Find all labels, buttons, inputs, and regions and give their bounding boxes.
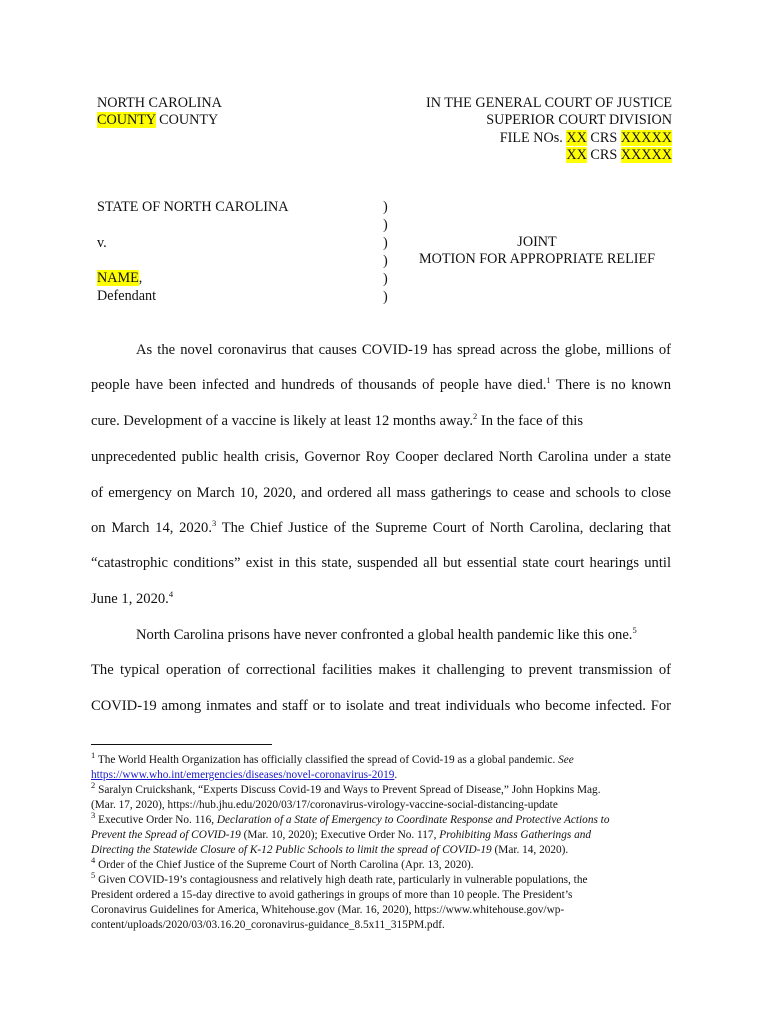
body-line xyxy=(91,377,671,394)
motion-title-text: MOTION FOR APPROPRIATE RELIEF xyxy=(418,251,656,267)
footnote-italic: Prevent the Spread of COVID-19 xyxy=(91,829,241,841)
footnote-ref[interactable]: 3 xyxy=(211,518,217,529)
footnote-text: (Mar. 10, 2020); Executive Order No. 117, xyxy=(240,829,440,841)
division-heading xyxy=(486,112,672,129)
file-crs: CRS xyxy=(586,147,621,163)
body-line: As the novel coronavirus that causes COVID-19 has spread across the globe, millions of xyxy=(136,342,671,358)
defendant-name-line xyxy=(97,270,142,287)
footnote-3-cont xyxy=(91,843,568,859)
plaintiff xyxy=(97,199,289,216)
footnote-5-cont: content/uploads/2020/03/03.16.20_coronavirus-guidance_8.5x11_315PM.pdf. xyxy=(91,919,445,931)
court-name: IN THE GENERAL COURT OF JUSTICE xyxy=(426,95,672,111)
footnote-1 xyxy=(91,750,574,769)
motion-title-line-2 xyxy=(410,251,664,268)
footnote-italic: Declaration of a State of Emergency to Coordinate Response and Protective Actions to xyxy=(216,814,610,826)
footnote-number: 5 xyxy=(91,870,96,881)
footnote-3-cont xyxy=(91,828,591,844)
versus xyxy=(97,235,107,252)
footnote-ref[interactable]: 4 xyxy=(168,589,174,600)
footnote-signal: See xyxy=(558,754,574,766)
motion-title-line-1 xyxy=(410,234,664,251)
footnote-number: 2 xyxy=(91,780,96,791)
footnote-text: . xyxy=(394,769,398,781)
motion-title-joint: JOINT xyxy=(517,234,557,250)
body-text: The Chief Justice of the Supreme Court of North Carolina, declaring that xyxy=(216,520,671,536)
footnote-3 xyxy=(91,810,610,829)
file-xx-placeholder: XX xyxy=(566,130,587,146)
footnote-text: (Mar. 14, 2020). xyxy=(491,844,569,856)
name-comma: , xyxy=(138,270,143,286)
body-text: North Carolina prisons have never confronted a global health pandemic like this one. xyxy=(136,627,633,643)
footnote-ref[interactable]: 1 xyxy=(546,375,551,386)
file-xx-placeholder: XX xyxy=(566,147,587,163)
caption-paren: ) xyxy=(383,235,388,251)
county-placeholder: COUNTY xyxy=(97,112,156,128)
body-line xyxy=(91,413,583,430)
body-line xyxy=(91,520,671,537)
caption-paren: ) xyxy=(383,253,388,269)
footnote-2 xyxy=(91,780,601,799)
footnote-italic: Directing the Statewide Closure of K-12 Public Schools to limit the spread of COVID-19 xyxy=(91,844,492,856)
caption-paren: ) xyxy=(383,199,388,215)
name-placeholder: NAME xyxy=(97,270,139,286)
defendant-text: Defendant xyxy=(97,288,157,304)
body-line: “catastrophic conditions” exist in this state, suspended all but essential state court hearings until xyxy=(91,555,671,571)
footnote-ref[interactable]: 5 xyxy=(632,625,637,636)
footnote-text: Executive Order No. 116, xyxy=(95,814,217,826)
caption-paren: ) xyxy=(383,217,388,233)
footnote-text: The World Health Organization has officially classified the spread of Covid-19 as a global pandemic. xyxy=(95,754,559,766)
footnote-number: 4 xyxy=(91,855,96,866)
footnote-5 xyxy=(91,870,588,889)
plaintiff-name: STATE OF NORTH CAROLINA xyxy=(97,199,289,215)
body-text: There is no known xyxy=(550,377,671,393)
body-text: In the face of this xyxy=(477,413,584,429)
footnote-number: 3 xyxy=(91,810,96,821)
body-text: cure. Development of a vaccine is likely at least 12 months away. xyxy=(91,413,474,429)
caption-paren: ) xyxy=(383,271,388,287)
footnote-italic: Prohibiting Mass Gatherings and xyxy=(439,829,592,841)
versus-text: v. xyxy=(97,235,107,251)
body-line xyxy=(136,627,637,644)
county-heading xyxy=(97,112,218,129)
footnote-text: Order of the Chief Justice of the Supreme Court of North Carolina (Apr. 13, 2020). xyxy=(95,859,474,871)
body-line: COVID-19 among inmates and staff or to isolate and treat individuals who become infected. For xyxy=(91,698,671,714)
body-text: people have been infected and hundreds of thousands of people have died. xyxy=(91,377,547,393)
footnote-text: Given COVID-19’s contagiousness and relatively high death rate, particularly in vulnerable populations, the xyxy=(95,874,588,886)
body-text: on March 14, 2020. xyxy=(91,520,212,536)
body-line: The typical operation of correctional facilities makes it challenging to prevent transmission of xyxy=(91,662,671,678)
file-crs: CRS xyxy=(586,130,621,146)
file-numbers-line-1 xyxy=(500,130,672,147)
footnote-1-cont xyxy=(91,768,397,784)
defendant-label xyxy=(97,288,156,305)
footnote-5-cont: Coronavirus Guidelines for America, Whitehouse.gov (Mar. 16, 2020), https://www.whitehouse.gov/wp- xyxy=(91,904,565,916)
file-numbers-line-2 xyxy=(566,147,672,164)
footnote-text: Saralyn Cruickshank, “Experts Discuss Covid-19 and Ways to Prevent Spread of Disease,” John Hopkins Mag. xyxy=(95,784,601,796)
file-prefix: FILE NOs. xyxy=(499,130,567,146)
state-name: NORTH CAROLINA xyxy=(97,95,222,111)
file-number-placeholder: XXXXX xyxy=(620,147,672,163)
body-line: unprecedented public health crisis, Governor Roy Cooper declared North Carolina under a state xyxy=(91,449,671,465)
county-suffix: COUNTY xyxy=(155,112,219,128)
body-line: of emergency on March 10, 2020, and ordered all mass gatherings to cease and schools to close xyxy=(91,485,671,501)
body-text: June 1, 2020. xyxy=(91,591,169,607)
footnote-separator xyxy=(91,744,272,745)
footnote-number: 1 xyxy=(91,750,96,761)
division-name: SUPERIOR COURT DIVISION xyxy=(486,112,672,128)
court-heading xyxy=(426,95,672,112)
state-heading xyxy=(97,95,222,112)
who-link[interactable]: https://www.who.int/emergencies/diseases/novel-coronavirus-2019 xyxy=(91,769,395,781)
footnote-ref[interactable]: 2 xyxy=(473,411,478,422)
footnote-5-cont: President ordered a 15-day directive to avoid gatherings in groups of more than 10 people. The President’s xyxy=(91,889,573,901)
caption-paren: ) xyxy=(383,289,388,305)
file-number-placeholder: XXXXX xyxy=(620,130,672,146)
body-line xyxy=(91,591,173,608)
footnote-4 xyxy=(91,855,474,874)
footnote-2-cont: (Mar. 17, 2020), https://hub.jhu.edu/2020/03/17/coronavirus-virology-vaccine-social-distancing-update xyxy=(91,799,558,811)
